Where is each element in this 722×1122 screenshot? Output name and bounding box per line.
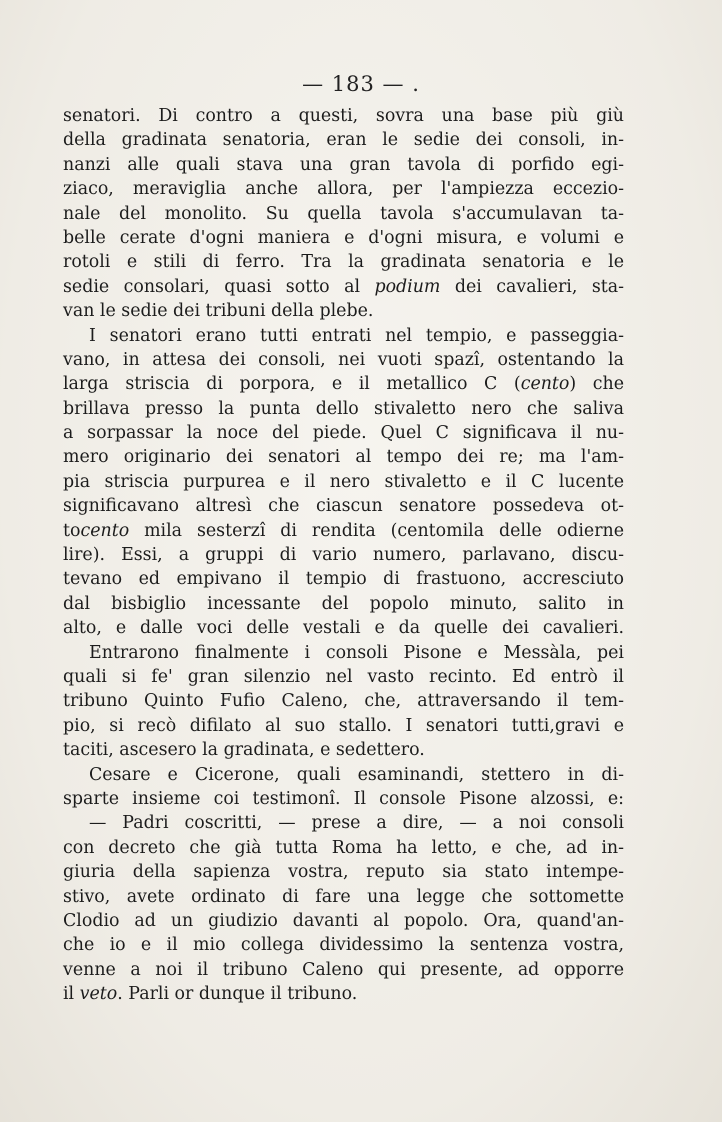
text-line: nale del monolito. Su quella tavola s'accumulavan ta- <box>63 203 624 224</box>
text-line: giuria della sapienza vostra, reputo sia stato intempe- <box>63 862 624 883</box>
text-line: Clodio ad un giudizio davanti al popolo. Ora, quand'an- <box>63 910 624 931</box>
text-line: Entrarono finalmente i consoli Pisone e Messàla, pei <box>89 642 624 663</box>
text-line: lire). Essi, a gruppi di vario numero, parlavano, discu- <box>63 545 624 566</box>
text-line: vano, in attesa dei consoli, nei vuoti spazî, ostentando la <box>63 349 624 370</box>
text-line: belle cerate d'ogni maniera e d'ogni misura, e volumi e <box>63 227 624 248</box>
text-line: alto, e dalle voci delle vestali e da quelle dei cavalieri. <box>63 618 624 639</box>
italic-word: veto <box>79 984 118 1005</box>
text-line: larga striscia di porpora, e il metallico C (cento) che <box>63 374 624 395</box>
italic-word: podium <box>374 276 441 297</box>
text-line: I senatori erano tutti entrati nel tempio, e passeggia- <box>89 325 624 346</box>
text-line: della gradinata senatoria, eran le sedie dei consoli, in- <box>63 130 624 151</box>
text-line: che io e il mio collega dividessimo la sentenza vostra, <box>63 935 624 956</box>
italic-word: cento <box>80 520 130 541</box>
text-line: taciti, ascesero la gradinata, e sedettero. <box>63 740 425 761</box>
text-line: pia striscia purpurea e il nero stivaletto e il C lucente <box>63 471 624 492</box>
text-line: senatori. Di contro a questi, sovra una base più giù <box>63 106 624 126</box>
text-line: rotoli e stili di ferro. Tra la gradinata senatoria e le <box>63 252 624 273</box>
text-line: dal bisbiglio incessante del popolo minuto, salito in <box>63 593 624 614</box>
text-line: tevano ed empivano il tempio di frastuono, accresciuto <box>63 569 624 590</box>
text-line: — Padri coscritti, — prese a dire, — a noi consoli <box>89 813 624 834</box>
text-line: ziaco, meraviglia anche allora, per l'ampiezza eccezio- <box>63 179 624 200</box>
page-number: — 183 — . <box>302 72 420 96</box>
text-line: a sorpassar la noce del piede. Quel C significava il nu- <box>63 423 624 444</box>
text-line: Cesare e Cicerone, quali esaminandi, stettero in di- <box>89 764 624 785</box>
text-line: il veto. Parli or dunque il tribuno. <box>63 984 358 1005</box>
text-line: sedie consolari, quasi sotto al podium dei cavalieri, sta- <box>63 276 624 297</box>
text-line: con decreto che già tutta Roma ha letto, e che, ad in- <box>63 837 624 858</box>
text-line: significavano altresì che ciascun senatore possedeva ot- <box>63 496 624 517</box>
text-line: mero originario dei senatori al tempo dei re; ma l'am- <box>63 447 624 468</box>
text-line: pio, si recò difilato al suo stallo. I senatori tutti,gravi e <box>63 715 624 736</box>
body-text <box>63 104 624 1006</box>
text-line: brillava presso la punta dello stivaletto nero che saliva <box>63 398 624 419</box>
text-line: quali si fe' gran silenzio nel vasto recinto. Ed entrò il <box>63 666 624 687</box>
text-line: tocento mila sesterzî di rendita (centomila delle odierne <box>63 520 624 541</box>
text-line: sparte insieme coi testimonî. Il console Pisone alzossi, e: <box>63 788 624 809</box>
italic-word: cento <box>520 374 570 395</box>
text-line: tribuno Quinto Fufio Caleno, che, attraversando il tem- <box>63 691 624 712</box>
text-line: nanzi alle quali stava una gran tavola di porfido egi- <box>63 154 624 175</box>
text-line: van le sedie dei tribuni della plebe. <box>63 301 374 322</box>
text-line: stivo, avete ordinato di fare una legge che sottomette <box>63 886 624 907</box>
text-line: venne a noi il tribuno Caleno qui presente, ad opporre <box>63 959 624 980</box>
